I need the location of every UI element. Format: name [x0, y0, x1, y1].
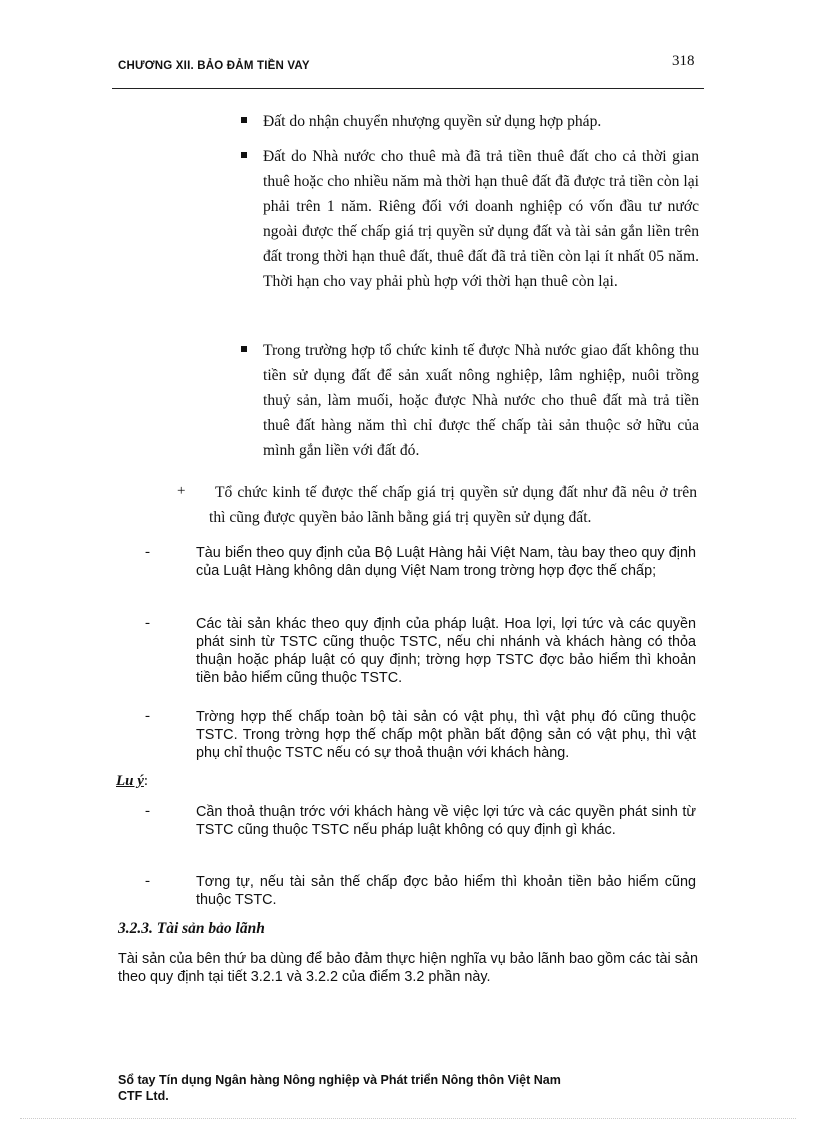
note-label-text: Lu ý	[116, 773, 144, 789]
section-body: Tài sản của bên thứ ba dùng để bảo đảm thực hiện nghĩa vụ bảo lãnh bao gồm các tài sản theo quy định tại tiết 3.2.1 và 3.2.2 của điểm 3.2 phần này.	[118, 951, 698, 985]
note-colon: :	[143, 773, 149, 789]
dash-item: Tàu biển theo quy định của Bộ Luật Hàng hải Việt Nam, tàu bay theo quy định của Luật Hàng không dân dụng Việt Nam trong trờng hợp đợc thế chấp;	[196, 545, 696, 579]
header-divider	[112, 88, 704, 89]
note-label	[116, 773, 148, 790]
dash-item: Các tài sản khác theo quy định của pháp luật. Hoa lợi, lợi tức và các quyền phát sinh từ TSTC cũng thuộc TSTC, nếu chi nhánh và khách hàng có thỏa thuận hoặc pháp luật có quy định; trờng hợp TSTC đợc bảo hiểm thì khoản tiền bảo hiểm cũng thuộc TSTC.	[196, 616, 696, 686]
square-bullet-icon	[241, 346, 247, 352]
page-footer	[118, 1072, 561, 1104]
dash-marker: -	[145, 708, 150, 724]
square-bullet-icon	[241, 152, 247, 158]
chapter-title: CHƯƠNG XII. BẢO ĐẢM TIỀN VAY	[118, 60, 310, 72]
page-number: 318	[672, 53, 695, 69]
plus-marker: +	[177, 483, 186, 499]
note-item: Cần thoả thuận trớc với khách hàng về việc lợi tức và các quyền phát sinh từ TSTC cũng thuộc TSTC nếu pháp luật không có quy định gì khác.	[196, 804, 696, 838]
bullet-item: Đất do nhận chuyển nhượng quyền sử dụng hợp pháp.	[263, 113, 602, 130]
footer-divider	[20, 1118, 796, 1119]
note-item: Tơng tự, nếu tài sản thế chấp đợc bảo hiểm thì khoản tiền bảo hiểm cũng thuộc TSTC.	[196, 874, 696, 908]
bullet-item: Đất do Nhà nước cho thuê mà đã trả tiền thuê đất cho cả thời gian thuê hoặc cho nhiều năm mà thời hạn thuê đất đã được trả tiền còn lại phải trên 1 năm. Riêng đối với doanh nghiệp có vốn đầu tư nước ngoài được thế chấp giá trị quyền sử dụng đất và tài sản gắn liền trên đất trong thời hạn thuê đất, thuê đất đã trả tiền còn lại ít nhất 05 năm. Thời hạn cho vay phải phù hợp với thời hạn thuê còn lại.	[263, 148, 699, 290]
plus-item-text: Tổ chức kinh tế được thế chấp giá trị quyền sử dụng đất như đã nêu ở trên thì cũng được quyền bảo lãnh bằng giá trị quyền sử dụng đất.	[209, 484, 697, 526]
section-heading: 3.2.3. Tài sản bảo lãnh	[118, 920, 265, 937]
dash-marker: -	[145, 873, 150, 889]
footer-company: CTF Ltd.	[118, 1089, 169, 1103]
dash-item: Trờng hợp thế chấp toàn bộ tài sản có vật phụ, thì vật phụ đó cũng thuộc TSTC. Trong trờng hợp thế chấp một phần bất động sản có vật phụ, thì vật phụ chỉ thuộc TSTC nếu có sự thoả thuận với khách hàng.	[196, 709, 696, 761]
footer-title: Sổ tay Tín dụng Ngân hàng Nông nghiệp và Phát triển Nông thôn Việt Nam	[118, 1073, 561, 1087]
square-bullet-icon	[241, 117, 247, 123]
dash-marker: -	[145, 544, 150, 560]
dash-marker: -	[145, 803, 150, 819]
dash-marker: -	[145, 615, 150, 631]
bullet-item: Trong trường hợp tổ chức kinh tế được Nhà nước giao đất không thu tiền sử dụng đất để sản xuất nông nghiệp, lâm nghiệp, nuôi trồng thuỷ sản, làm muối, hoặc được Nhà nước cho thuê đất mà trả tiền thuê đất hàng năm thì chỉ được thế chấp tài sản thuộc sở hữu của mình gắn liền với đất đó.	[263, 342, 699, 459]
